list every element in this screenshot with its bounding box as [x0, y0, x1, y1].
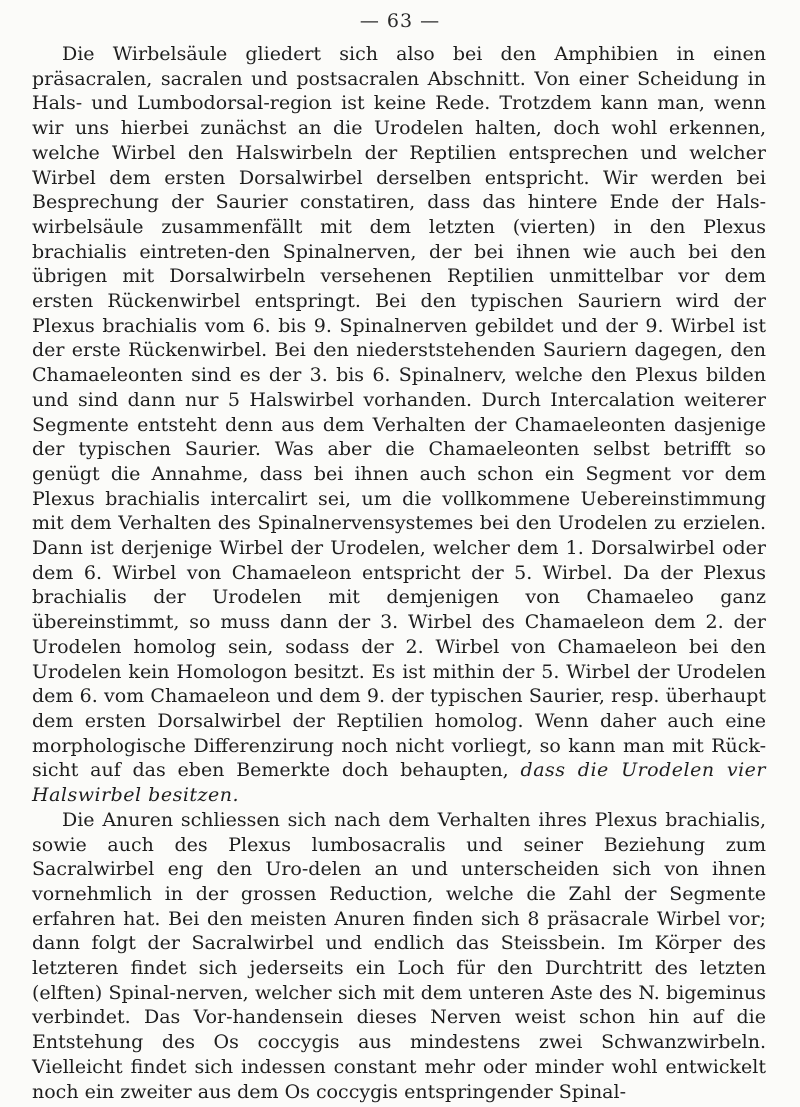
- paragraph-anuren: [32, 808, 766, 1104]
- paragraph-1-emphasis: dass die Urodelen vier Halswirbel besitzen.: [32, 759, 766, 807]
- paragraph-1-text: Die Wirbelsäule gliedert sich also bei den Amphibien in einen präsacralen, sacralen und postsacralen Abschnitt. Von einer Scheidung in Hals- und Lumbodorsal-region ist keine Rede. Trotzdem kann man, wenn wir uns hierbei zunächst an die Urodelen halten, doch wohl erkennen, welche Wirbel den Halswirbeln der Reptilien entsprechen und welcher Wirbel dem ersten Dorsalwirbel derselben entspricht. Wir werden bei Besprechung der Saurier constatiren, dass das hintere Ende der Hals-wirbelsäule zusammenfällt mit dem letzten (vierten) in den Plexus brachialis eintreten-den Spinalnerven, der bei ihnen wie auch bei den übrigen mit Dorsalwirbeln versehenen Reptilien unmittelbar vor dem ersten Rückenwirbel entspringt. Bei den typischen Sauriern wird der Plexus brachialis vom 6. bis 9. Spinalnerven gebildet und der 9. Wirbel ist der erste Rückenwirbel. Bei den niederststehenden Sauriern dagegen, den Chamaeleonten sind es der 3. bis 6. Spinalnerv, welche den Plexus bilden und sind dann nur 5 Halswirbel vorhanden. Durch Intercalation weiterer Segmente entsteht denn aus dem Verhalten der Chamaeleonten dasjenige der typischen Saurier. Was aber die Chamaeleonten selbst betrifft so genügt die Annahme, dass bei ihnen auch schon ein Segment vor dem Plexus brachialis intercalirt sei, um die vollkommene Uebereinstimmung mit dem Verhalten des Spinalnervensystemes bei den Urodelen zu erzielen. Dann ist derjenige Wirbel der Urodelen, welcher dem 1. Dorsalwirbel oder dem 6. Wirbel von Chamaeleon entspricht der 5. Wirbel. Da der Plexus brachialis der Urodelen mit demjenigen von Chamaeleo ganz übereinstimmt, so muss dann der 3. Wirbel des Chamaeleon dem 2. der Urodelen homolog sein, sodass der 2. Wirbel von Chamaeleon bei den Urodelen kein Homologon besitzt. Es ist mithin der 5. Wirbel der Urodelen dem 6. vom Chamaeleon und dem 9. der typischen Saurier, resp. überhaupt dem ersten Dorsalwirbel der Reptilien homolog. Wenn daher auch eine morphologische Differenzirung noch nicht vorliegt, so kann man mit Rück-sicht auf das eben Bemerkte doch behaupten,: [32, 43, 766, 782]
- body-text: [32, 42, 766, 1104]
- page-number: — 63 —: [359, 10, 441, 32]
- paragraph-vertebral-column: [32, 42, 766, 808]
- paragraph-2-text: Die Anuren schliessen sich nach dem Verhalten ihres Plexus brachialis, sowie auch des Plexus lumbosacralis und seiner Beziehung zum Sacralwirbel eng den Uro-delen an und unterscheiden sich von ihnen vornehmlich in der grossen Reduction, welche die Zahl der Segmente erfahren hat. Bei den meisten Anuren finden sich 8 präsacrale Wirbel vor; dann folgt der Sacralwirbel und endlich das Steissbein. Im Körper des letzteren findet sich jederseits ein Loch für den Durchtritt des letzten (elften) Spinal-nerven, welcher sich mit dem unteren Aste des N. bigeminus verbindet. Das Vor-handensein dieses Nerven weist schon hin auf die Entstehung des Os coccygis aus mindestens zwei Schwanzwirbeln. Vielleicht findet sich indessen constant mehr oder minder wohl entwickelt noch ein zweiter aus dem Os coccygis entspringender Spinal-: [32, 808, 766, 1103]
